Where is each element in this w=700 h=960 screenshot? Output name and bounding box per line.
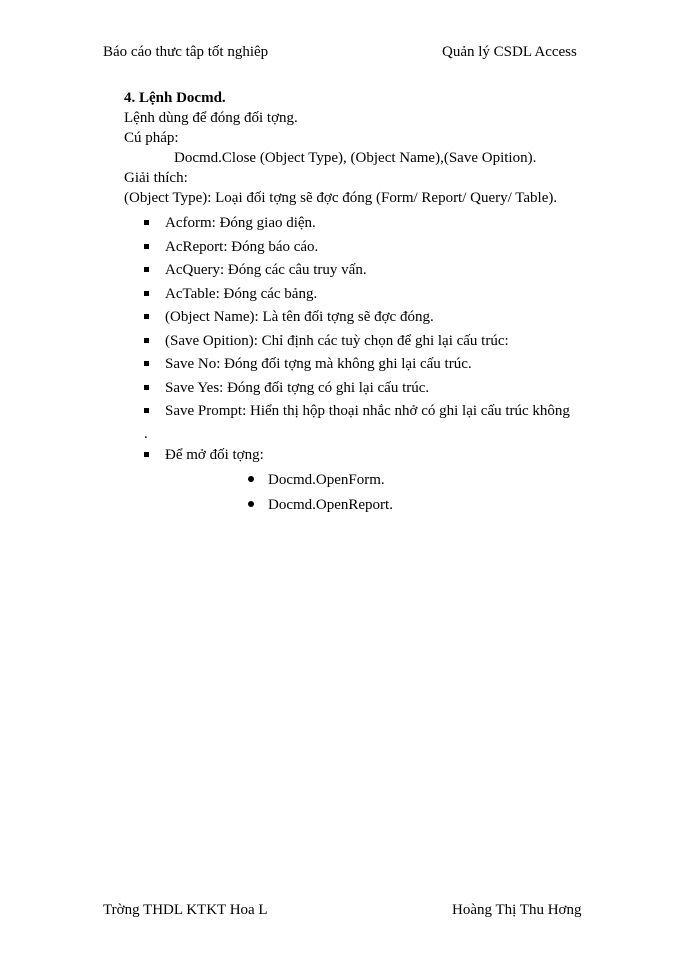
main-content [124, 88, 600, 521]
square-bullet-icon [144, 452, 149, 457]
list-item [124, 214, 600, 233]
open-command-text: Docmd.OpenReport. [268, 496, 393, 513]
list-item-text: (Save Opition): Chỉ định các tuỳ chọn để ghi lại cấu trúc: [165, 332, 509, 349]
round-bullet-icon [248, 501, 254, 507]
list-item [124, 355, 600, 374]
list-item [124, 402, 600, 421]
open-command-text: Docmd.OpenForm. [268, 471, 385, 488]
list-item-text: Save No: Đóng đối tợng mà không ghi lại cấu trúc. [165, 356, 472, 372]
intro-text: Lệnh dùng để đóng đối tợng. [124, 110, 298, 126]
object-type-description: (Object Type): Loại đối tợng sẽ đợc đóng (Form/ Report/ Query/ Table). [124, 190, 558, 206]
list-item [124, 496, 600, 515]
square-bullet-icon [144, 385, 149, 390]
list-item [124, 308, 600, 327]
round-bullet-icon [248, 476, 254, 482]
square-bullet-icon [144, 408, 149, 413]
list-item [124, 471, 600, 490]
square-bullet-icon [144, 267, 149, 272]
syntax-code: Docmd.Close (Object Type), (Object Name),(Save Opition). [174, 150, 537, 166]
list-item-text: Acform: Đóng giao diện. [165, 215, 316, 231]
option-list [124, 214, 600, 421]
footer-author: Hoàng Thị Thu Hơng [452, 902, 582, 918]
list-item [124, 285, 600, 304]
square-bullet-icon [144, 244, 149, 249]
open-command-list [124, 471, 600, 515]
header-subject: Quản lý CSDL Access [442, 44, 577, 60]
square-bullet-icon [144, 291, 149, 296]
list-item-text: Save Prompt: Hiển thị hộp thoại nhắc nhở có ghi lại cấu trúc không [165, 403, 570, 419]
footer-school: Trờng THDL KTKT Hoa L [103, 902, 268, 918]
list-item [124, 261, 600, 280]
square-bullet-icon [144, 361, 149, 366]
section-title: 4. Lệnh Docmd. [124, 90, 226, 106]
list-item [124, 332, 600, 351]
trailing-period: . [144, 425, 148, 442]
square-bullet-icon [144, 220, 149, 225]
explain-label: Giải thích: [124, 170, 188, 186]
list-item-text: AcQuery: Đóng các câu truy vấn. [165, 262, 367, 278]
square-bullet-icon [144, 338, 149, 343]
syntax-label: Cú pháp: [124, 130, 179, 146]
list-item [124, 446, 600, 465]
header-report-title: Báo cáo thưc tâp tốt nghiêp [103, 44, 269, 60]
list-item [124, 379, 600, 398]
list-item [124, 238, 600, 257]
open-list [124, 446, 600, 465]
list-item-text: (Object Name): Là tên đối tợng sẽ đợc đóng. [165, 309, 434, 325]
square-bullet-icon [144, 314, 149, 319]
list-item-text: AcTable: Đóng các bảng. [165, 285, 318, 302]
open-label: Để mở đối tợng: [165, 446, 264, 463]
list-item-text: Save Yes: Đóng đối tợng có ghi lại cấu trúc. [165, 379, 430, 396]
list-item-text: AcReport: Đóng báo cáo. [165, 238, 319, 255]
